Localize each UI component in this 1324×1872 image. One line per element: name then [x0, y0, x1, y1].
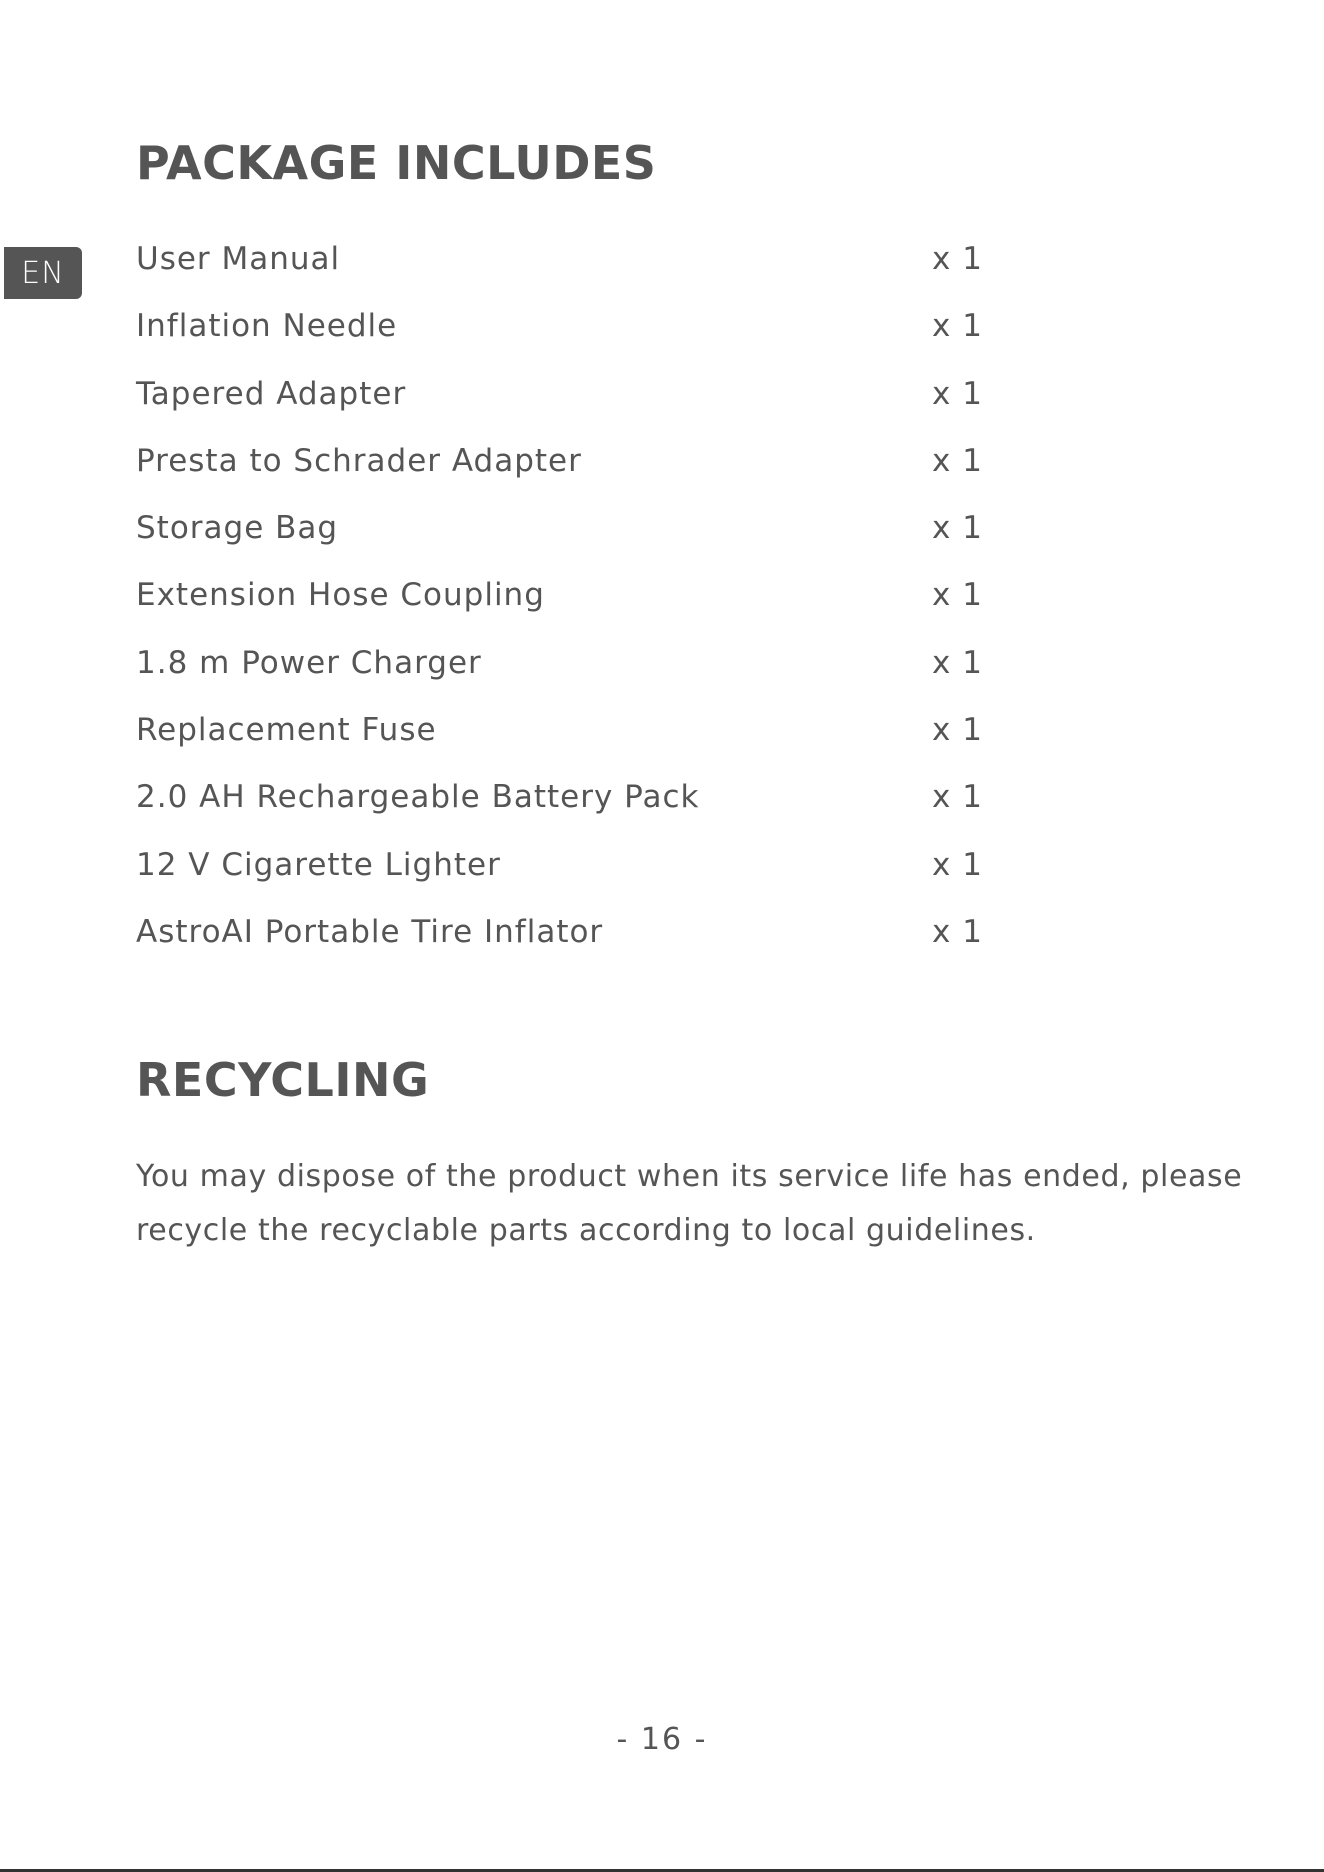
- list-item: [136, 568, 996, 635]
- list-item: [136, 232, 996, 299]
- item-name: AstroAI Portable Tire Inflator: [136, 913, 604, 950]
- item-name: Presta to Schrader Adapter: [136, 442, 582, 479]
- list-item: [136, 434, 996, 501]
- item-name: Storage Bag: [136, 510, 339, 547]
- package-includes-heading: PACKAGE INCLUDES: [136, 136, 657, 190]
- item-quantity: x 1: [932, 846, 983, 883]
- package-list: [136, 232, 996, 972]
- item-quantity: x 1: [932, 241, 983, 277]
- list-item: [136, 367, 996, 434]
- item-quantity: x 1: [932, 644, 983, 681]
- item-name: 12 V Cigarette Lighter: [136, 846, 501, 883]
- item-name: Extension Hose Coupling: [136, 577, 545, 614]
- item-name: Replacement Fuse: [136, 712, 437, 749]
- item-name: Tapered Adapter: [136, 375, 407, 412]
- item-quantity: x 1: [932, 442, 983, 479]
- list-item: [136, 636, 996, 703]
- page-number: - 16 -: [616, 1722, 708, 1757]
- list-item: [136, 905, 996, 972]
- item-quantity: x 1: [932, 375, 983, 412]
- item-name: User Manual: [136, 241, 341, 277]
- list-item: [136, 501, 996, 568]
- item-quantity: x 1: [932, 308, 983, 345]
- item-name: 1.8 m Power Charger: [136, 644, 482, 681]
- item-name: Inflation Needle: [136, 308, 398, 345]
- recycling-text: You may dispose of the product when its service life has ended, please recycle the recyclable parts according to local guidelines.: [136, 1159, 1243, 1248]
- item-name: 2.0 AH Rechargeable Battery Pack: [136, 779, 700, 816]
- item-quantity: x 1: [932, 510, 983, 547]
- recycling-heading: RECYCLING: [136, 1053, 430, 1107]
- list-item: [136, 838, 996, 905]
- item-quantity: x 1: [932, 712, 983, 749]
- list-item: [136, 299, 996, 366]
- list-item: [136, 770, 996, 837]
- item-quantity: x 1: [932, 577, 983, 614]
- list-item: [136, 703, 996, 770]
- language-tab: EN: [4, 247, 82, 299]
- item-quantity: x 1: [932, 779, 983, 816]
- item-quantity: x 1: [932, 913, 983, 950]
